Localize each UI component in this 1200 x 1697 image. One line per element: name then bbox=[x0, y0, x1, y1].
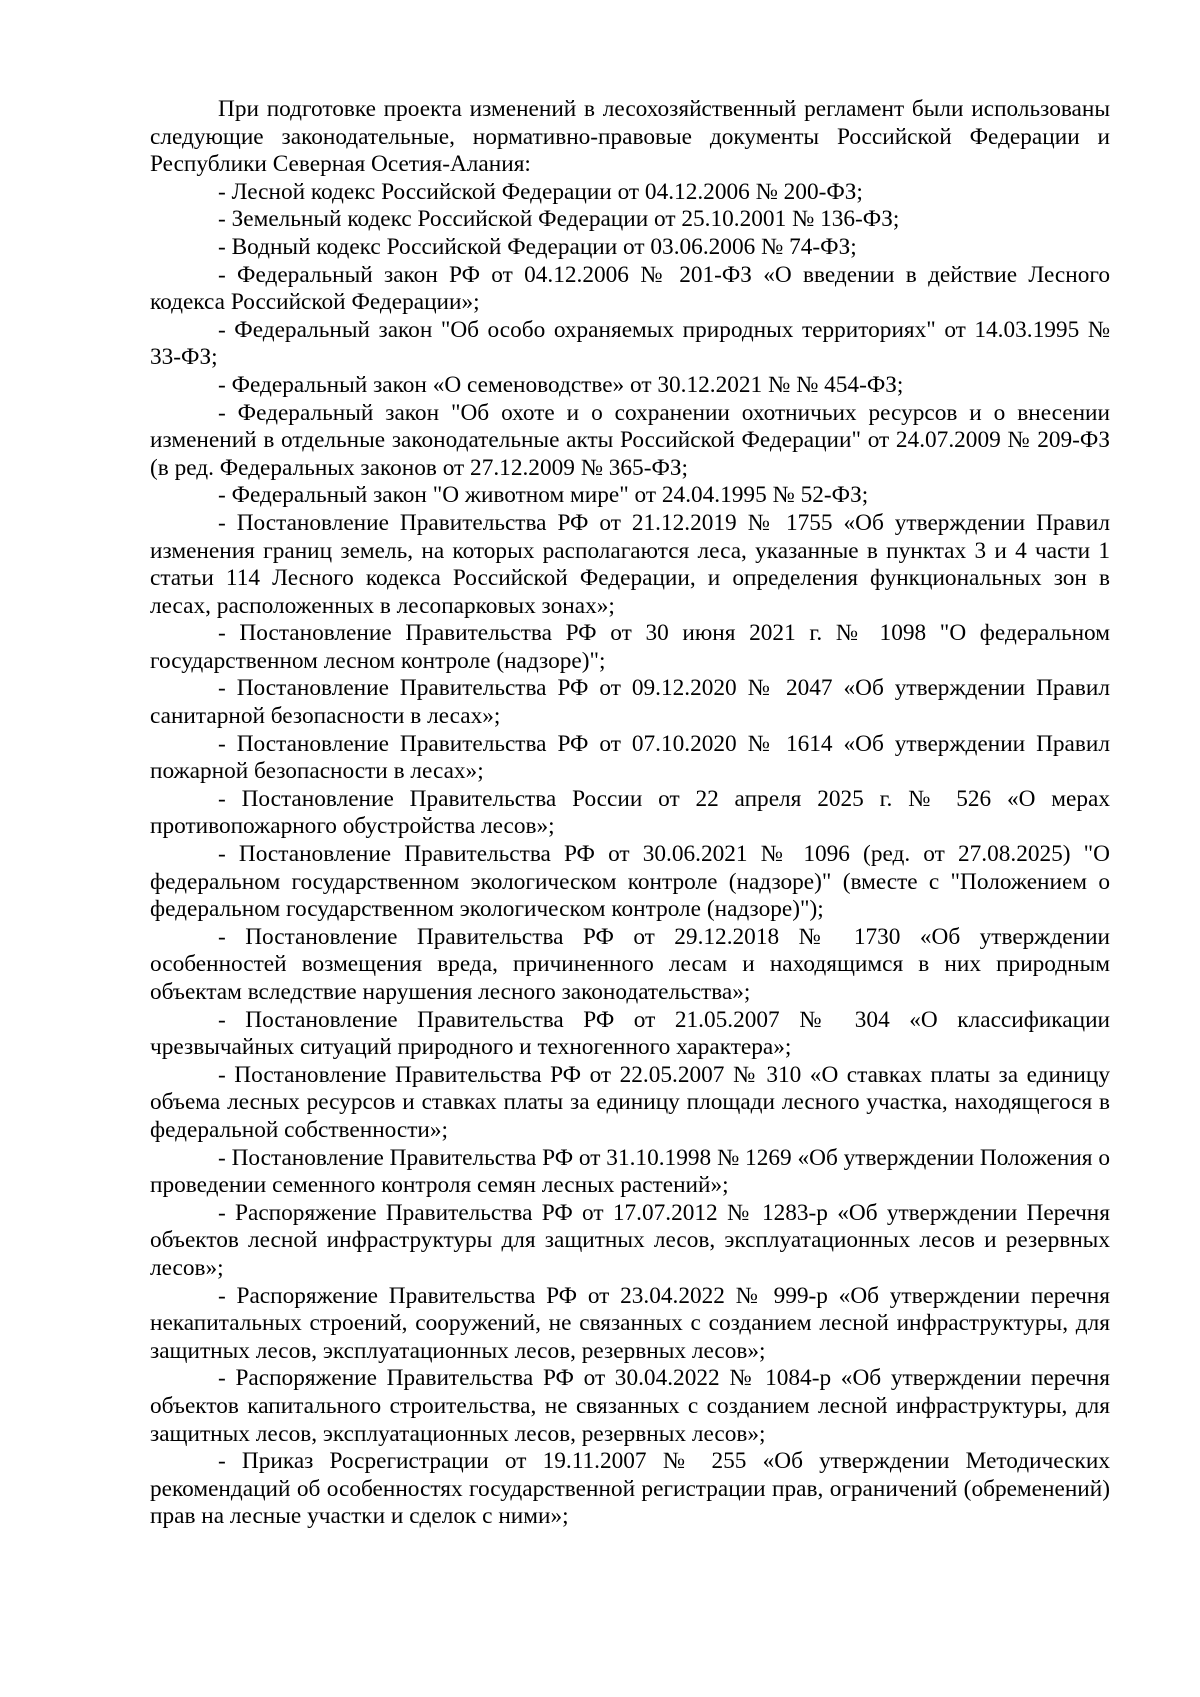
list-item: - Постановление Правительства России от 22 апреля 2025 г. № 526 «О мерах противопожарного обустройства лесов»; bbox=[150, 785, 1110, 840]
list-item: - Постановление Правительства РФ от 22.05.2007 № 310 «О ставках платы за единицу объема лесных ресурсов и ставках платы за единицу площади лесного участка, находящегося в федеральной собственности»; bbox=[150, 1061, 1110, 1143]
list-item: - Постановление Правительства РФ от 21.12.2019 № 1755 «Об утверждении Правил изменения границ земель, на которых располагаются леса, указанные в пунктах 3 и 4 части 1 статьи 114 Лесного кодекса Российской Федерации, и определения функциональных зон в лесах, расположенных в лесопарковых зонах»; bbox=[150, 509, 1110, 619]
list-item: - Распоряжение Правительства РФ от 23.04.2022 № 999-р «Об утверждении перечня некапитальных строений, сооружений, не связанных с созданием лесной инфраструктуры, для защитных лесов, эксплуатационных лесов, резервных лесов»; bbox=[150, 1282, 1110, 1364]
list-item: - Федеральный закон "Об особо охраняемых природных территориях" от 14.03.1995 № 33-ФЗ; bbox=[150, 316, 1110, 371]
list-item: - Постановление Правительства РФ от 07.10.2020 № 1614 «Об утверждении Правил пожарной безопасности в лесах»; bbox=[150, 730, 1110, 785]
list-item: - Федеральный закон «О семеноводстве» от 30.12.2021 № № 454-ФЗ; bbox=[218, 371, 904, 398]
list-item: - Водный кодекс Российской Федерации от 03.06.2006 № 74-ФЗ; bbox=[218, 233, 857, 260]
list-item: - Федеральный закон "Об охоте и о сохранении охотничьих ресурсов и о внесении изменений в отдельные законодательные акты Российской Федерации" от 24.07.2009 № 209-ФЗ (в ред. Федеральных законов от 27.12.2009 № 365-ФЗ; bbox=[150, 399, 1110, 481]
list-item: - Распоряжение Правительства РФ от 30.04.2022 № 1084-р «Об утверждении перечня объектов капитального строительства, не связанных с созданием лесной инфраструктуры, для защитных лесов, эксплуатационных лесов, резервных лесов»; bbox=[150, 1365, 1110, 1447]
list-item: - Федеральный закон РФ от 04.12.2006 № 201-ФЗ «О введении в действие Лесного кодекса Российской Федерации»; bbox=[150, 261, 1110, 316]
list-item: - Федеральный закон "О животном мире" от 24.04.1995 № 52-ФЗ; bbox=[218, 482, 869, 509]
list-item: - Приказ Росрегистрации от 19.11.2007 № 255 «Об утверждении Методических рекомендаций об особенностях государственной регистрации прав, ограничений (обременений) прав на лесные участки и сделок с ними»; bbox=[150, 1448, 1110, 1530]
document-page bbox=[150, 96, 1110, 1531]
intro-paragraph: При подготовке проекта изменений в лесохозяйственный регламент были использованы следующие законодательные, нормативно-правовые документы Российской Федерации и Республики Северная Осетия-Алания: bbox=[150, 96, 1110, 178]
list-item: - Постановление Правительства РФ от 29.12.2018 № 1730 «Об утверждении особенностей возмещения вреда, причиненного лесам и находящимся в них природным объектам вследствие нарушения лесного законодательства»; bbox=[150, 923, 1110, 1005]
list-item: - Постановление Правительства РФ от 31.10.1998 № 1269 «Об утверждении Положения о проведении семенного контроля семян лесных растений»; bbox=[150, 1144, 1110, 1199]
list-item: - Постановление Правительства РФ от 30.06.2021 № 1096 (ред. от 27.08.2025) "О федеральном государственном экологическом контроле (надзоре)" (вместе с "Положением о федеральном государственном экологическом контроле (надзоре)"); bbox=[150, 841, 1110, 923]
list-item: - Лесной кодекс Российской Федерации от 04.12.2006 № 200-ФЗ; bbox=[218, 178, 863, 205]
list-item: - Распоряжение Правительства РФ от 17.07.2012 № 1283-р «Об утверждении Перечня объектов лесной инфраструктуры для защитных лесов, эксплуатационных лесов и резервных лесов»; bbox=[150, 1199, 1110, 1281]
list-item: - Земельный кодекс Российской Федерации от 25.10.2001 № 136-ФЗ; bbox=[218, 206, 900, 233]
list-item: - Постановление Правительства РФ от 30 июня 2021 г. № 1098 "О федеральном государственном лесном контроле (надзоре)"; bbox=[150, 620, 1110, 674]
list-item: - Постановление Правительства РФ от 09.12.2020 № 2047 «Об утверждении Правил санитарной безопасности в лесах»; bbox=[150, 675, 1110, 730]
list-item: - Постановление Правительства РФ от 21.05.2007 № 304 «О классификации чрезвычайных ситуаций природного и техногенного характера»; bbox=[150, 1006, 1110, 1061]
